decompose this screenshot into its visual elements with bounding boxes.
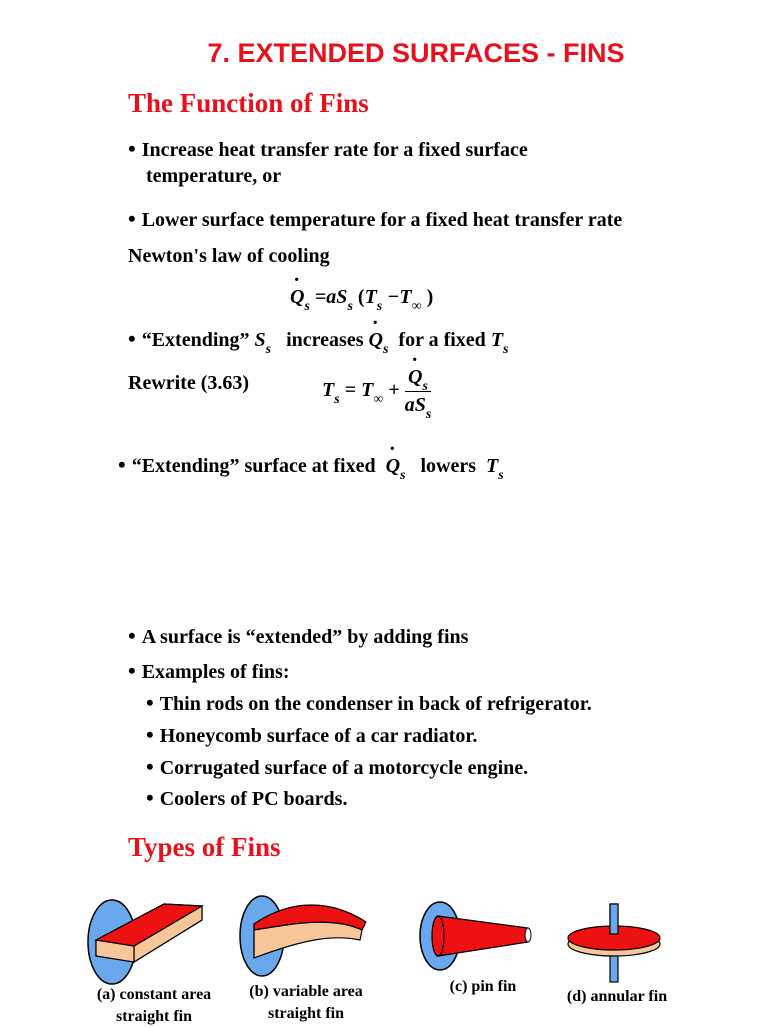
section-heading-types: Types of Fins [128,832,281,862]
variable-area-fin-figure [232,894,372,984]
example-item: • Thin rods on the condenser in back of refrigerator. [146,690,592,715]
annular-fin-figure [560,904,670,984]
surface-temp-equation: $T_s = T_\infty$ + ˙ $\frac{Q_s}{aS_s}$ [322,366,431,417]
bullet-glyph: • [128,206,136,231]
page-title: 7. EXTENDED SURFACES - FINS [207,38,625,68]
bullet-increase-heat-cont: temperature, or [146,165,282,187]
fraction: ˙ $\frac{Q_s}{aS_s}$ [405,366,432,417]
rewrite-label: Rewrite (3.63) [128,372,250,394]
q-dot-symbol: ˙ Q [408,366,422,388]
bullet-text: Lower surface temperature for a fixed heat transfer rate [141,209,623,231]
bullet-extending-area: • “Extending” $S_s$ increases ˙ $Q_s$ for a fixed $T_s$ [128,326,508,352]
q-dot-symbol: ˙ Q [290,286,304,308]
bullet-glyph: • [146,690,154,715]
bullet-text: Increase heat transfer rate for a fixed surface [141,139,528,161]
caption-pin-fin: (c) pin fin [449,978,517,995]
q-dot-symbol: ˙ Q [369,329,383,351]
bullet-surface-extended: • A surface is “extended” by adding fins [128,623,469,648]
caption-constant-area: (a) constant area straight fin [96,986,212,1025]
constant-area-fin-figure [78,896,208,986]
bullet-glyph: • [146,722,154,747]
bullet-glyph: • [128,136,136,161]
pin-fin-figure [412,898,542,978]
example-item: • Honeycomb surface of a car radiator. [146,722,478,747]
bullet-extending-lowers: • “Extending” surface at fixed ˙ $Q_s$ lowers $T_s$ [118,452,504,478]
caption-annular-fin: (d) annular fin [566,988,668,1005]
bullet-glyph: • [128,623,136,648]
bullet-increase-heat [128,136,528,162]
bullet-glyph: • [146,754,154,779]
q-dot-symbol: ˙ Q [386,455,400,477]
bullet-glyph: • [118,452,126,477]
example-item: • Coolers of PC boards. [146,785,348,810]
bullet-glyph: • [128,658,136,683]
bullet-glyph: • [128,326,136,351]
newton-equation: ˙ $Q_s =aS_s$ ($T_s -T_\infty$ ) [290,286,433,309]
bullet-examples: • Examples of fins: [128,658,290,683]
bullet-lower-temp [128,206,622,232]
section-heading-function: The Function of Fins [128,88,369,118]
bullet-glyph: • [146,785,154,810]
newton-law-label: Newton's law of cooling [128,245,330,267]
caption-variable-area: (b) variable area straight fin [249,983,363,1022]
example-item: • Corrugated surface of a motorcycle engine. [146,754,529,779]
